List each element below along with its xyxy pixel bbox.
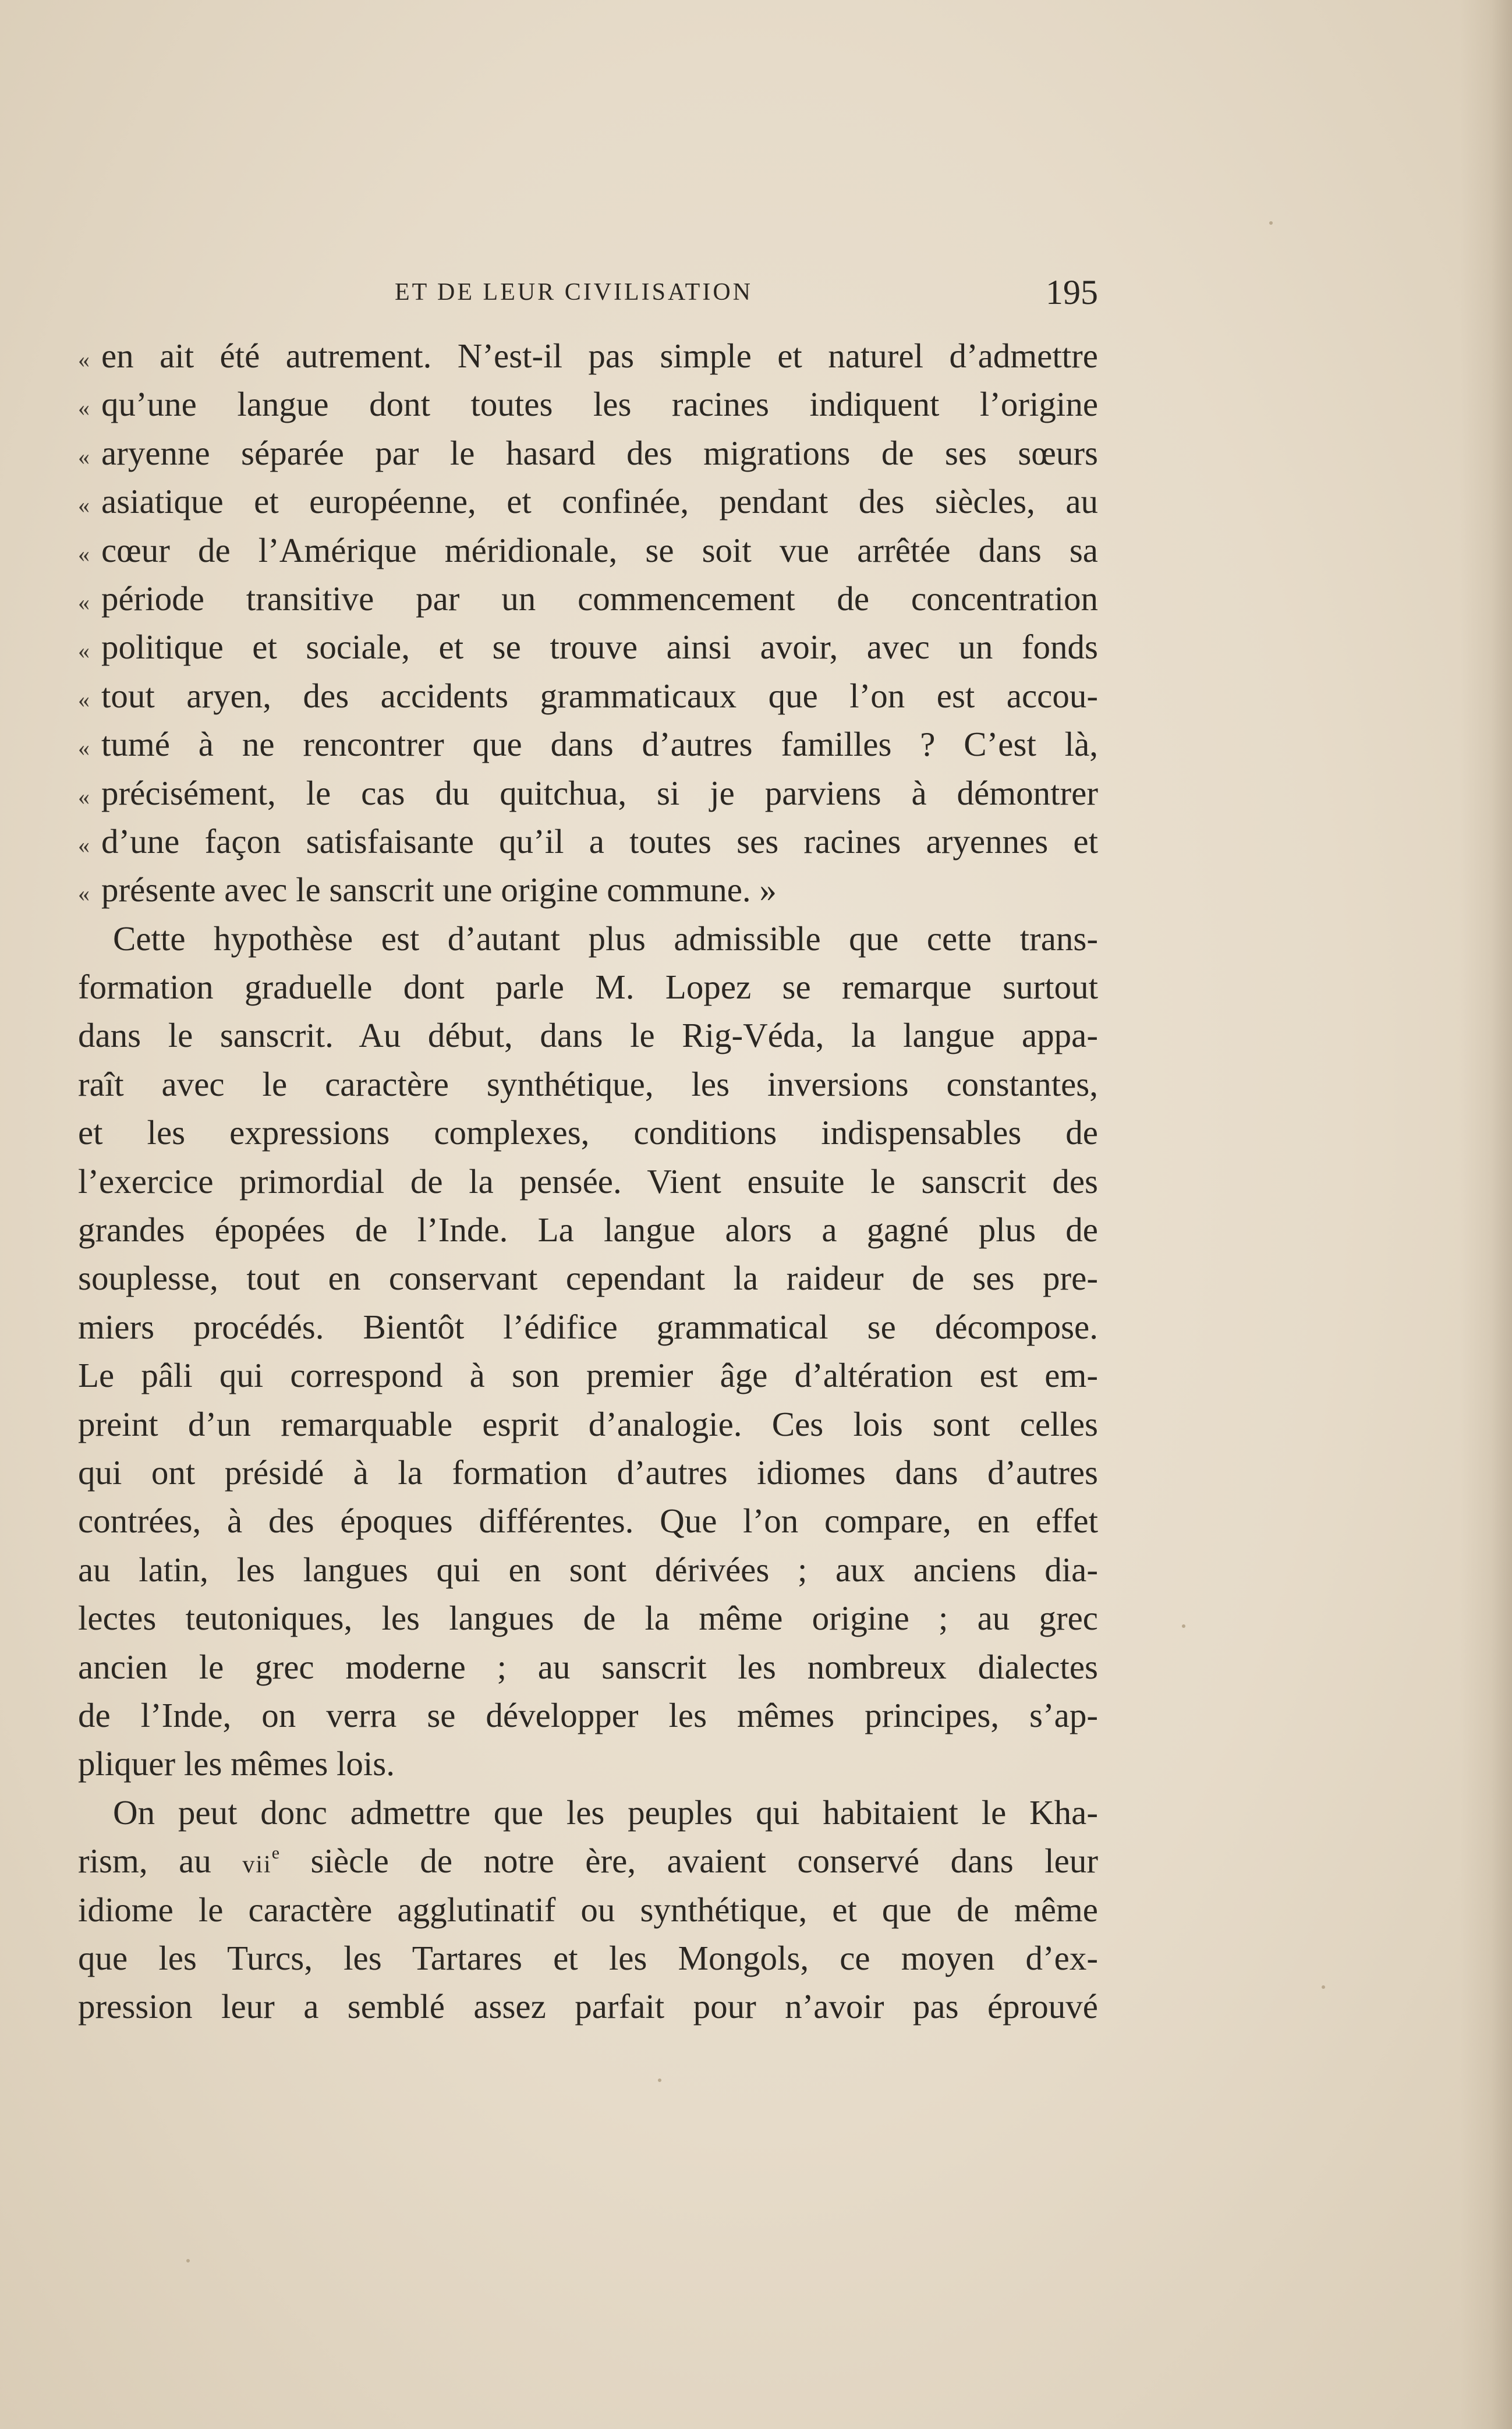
text-line: qui ont présidé à la formation d’autres idiomes dans d’autres <box>78 1453 1098 1492</box>
line-text: en ait été autrement. N’est-il pas simple et naturel d’admettre <box>101 337 1098 375</box>
text-line <box>78 720 1098 769</box>
roman-numeral: vii <box>242 1851 272 1879</box>
quote-mark: « <box>78 880 90 907</box>
line-text: présente avec le sanscrit une origine commune. » <box>101 870 777 909</box>
text-line: et les expressions complexes, conditions indispensables de <box>78 1113 1098 1152</box>
text-line: lectes teutoniques, les langues de la même origine ; au grec <box>78 1599 1098 1638</box>
quote-mark: « <box>78 638 90 664</box>
line-text: tumé à ne rencontrer que dans d’autres familles ? C’est là, <box>101 725 1098 764</box>
line-text: politique et sociale, et se trouve ainsi avoir, avec un fonds <box>101 628 1098 667</box>
text-line <box>78 477 1098 526</box>
text-line: souplesse, tout en conservant cependant la raideur de ses pre- <box>78 1259 1098 1298</box>
text-line: de l’Inde, on verra se développer les mêmes principes, s’ap- <box>78 1695 1098 1734</box>
text-line <box>78 817 1098 866</box>
line-text: siècle de notre ère, avaient conservé dans leur <box>310 1842 1098 1881</box>
quote-mark: « <box>78 686 90 713</box>
text-line <box>78 769 1098 817</box>
line-text: qu’une langue dont toutes les racines indiquent l’origine <box>101 385 1098 424</box>
line-text: asiatique et européenne, et confinée, pendant des siècles, au <box>101 482 1098 521</box>
quote-mark: « <box>78 783 90 810</box>
quote-mark: « <box>78 735 90 762</box>
text-line <box>78 429 1098 477</box>
text-line: pression leur a semblé assez parfait pour n’avoir pas éprouvé <box>78 1987 1098 2026</box>
quote-mark: « <box>78 492 90 519</box>
quote-mark: « <box>78 540 90 567</box>
quote-mark: « <box>78 831 90 858</box>
line-text: aryenne séparée par le hasard des migrations de ses sœurs <box>101 433 1098 472</box>
quote-mark: « <box>78 589 90 615</box>
line-text: rism, au <box>78 1842 211 1881</box>
text-line <box>78 332 1098 380</box>
text-line: preint d’un remarquable esprit d’analogie. Ces lois sont celles <box>78 1404 1098 1443</box>
text-line: l’exercice primordial de la pensée. Vient ensuite le sanscrit des <box>78 1162 1098 1201</box>
text-line: contrées, à des époques différentes. Que l’on compare, en effet <box>78 1502 1098 1541</box>
line-text: d’une façon satisfaisante qu’il a toutes ses racines aryennes et <box>101 822 1098 861</box>
line-text: précisément, le cas du quitchua, si je parviens à démontrer <box>101 773 1098 812</box>
paper-speck <box>1269 221 1273 225</box>
ordinal-suffix: e <box>271 1843 280 1863</box>
paper-speck <box>186 2259 190 2262</box>
text-line: dans le sanscrit. Au début, dans le Rig-Véda, la langue appa- <box>78 1016 1098 1055</box>
page-edge-shadow <box>1460 0 1512 2429</box>
text-line: ancien le grec moderne ; au sanscrit les nombreux dialectes <box>78 1647 1098 1686</box>
text-line <box>78 866 1098 914</box>
text-line: pliquer les mêmes lois. <box>78 1744 395 1783</box>
text-line: grandes épopées de l’Inde. La langue alors a gagné plus de <box>78 1210 1098 1249</box>
text-line <box>78 672 1098 720</box>
quote-mark: « <box>78 395 90 422</box>
paper-speck <box>658 2079 661 2082</box>
text-line: Cette hypothèse est d’autant plus admissible que cette trans- <box>113 919 1098 958</box>
text-line <box>78 575 1098 623</box>
page-number: 195 <box>1046 273 1098 311</box>
line-text: cœur de l’Amérique méridionale, se soit vue arrêtée dans sa <box>101 530 1098 569</box>
century-numeral <box>242 1842 279 1880</box>
text-line: raît avec le caractère synthétique, les inversions constantes, <box>78 1064 1098 1103</box>
text-line <box>78 623 1098 671</box>
running-title: ET DE LEUR CIVILISATION <box>395 279 753 306</box>
text-line: Le pâli qui correspond à son premier âge d’altération est em- <box>78 1356 1098 1395</box>
text-line: au latin, les langues qui en sont dérivées ; aux anciens dia- <box>78 1550 1098 1589</box>
text-line: On peut donc admettre que les peuples qui habitaient le Kha- <box>113 1793 1098 1832</box>
paper-speck <box>1182 1624 1185 1628</box>
text-line: que les Turcs, les Tartares et les Mongols, ce moyen d’ex- <box>78 1938 1098 1977</box>
text-line <box>78 380 1098 429</box>
text-line: miers procédés. Bientôt l’édifice grammatical se décompose. <box>78 1307 1098 1346</box>
text-line <box>78 1837 1098 1885</box>
quote-mark: « <box>78 443 90 470</box>
text-line: idiome le caractère agglutinatif ou synthétique, et que de même <box>78 1890 1098 1929</box>
text-line: formation graduelle dont parle M. Lopez se remarque surtout <box>78 968 1098 1007</box>
line-text: tout aryen, des accidents grammaticaux que l’on est accou- <box>101 676 1098 715</box>
page-header <box>78 272 1098 313</box>
paper-speck <box>1322 1985 1325 1989</box>
text-line <box>78 526 1098 575</box>
quote-mark: « <box>78 346 90 373</box>
body-text <box>78 332 1098 2031</box>
line-text: période transitive par un commencement de concentration <box>101 579 1098 618</box>
